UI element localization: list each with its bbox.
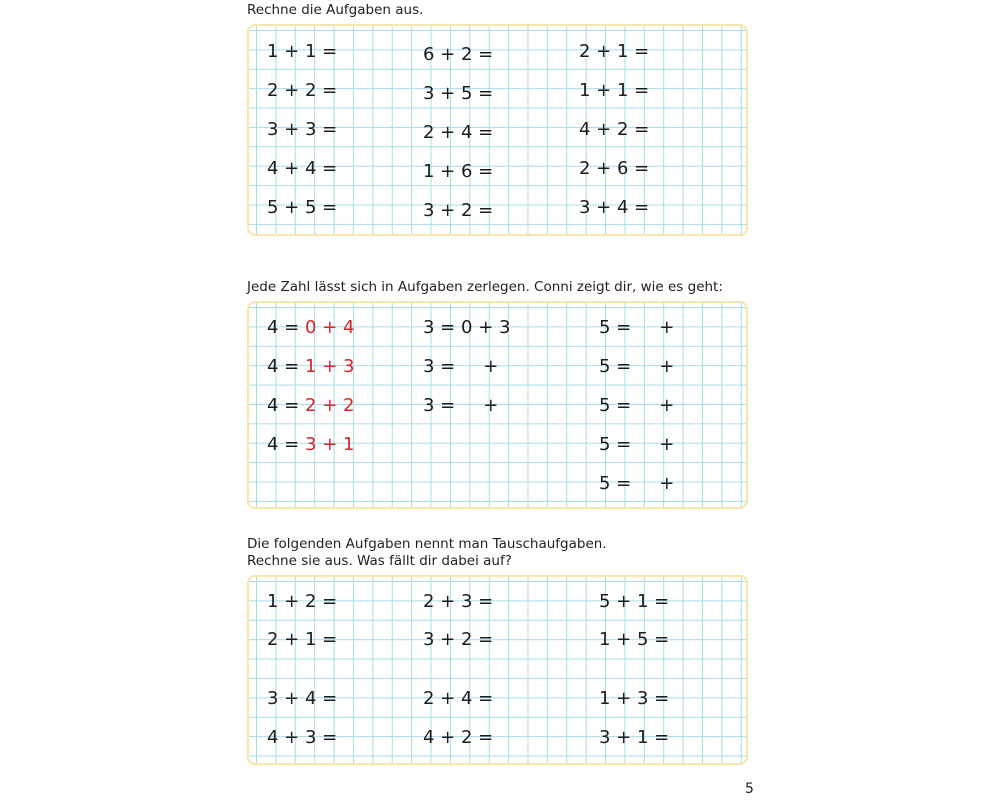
decomposition-task: 5 = + <box>599 434 675 455</box>
exercise-1-task: 2 + 2 = <box>267 80 338 101</box>
swap-task: 4 + 2 = <box>423 727 494 748</box>
exercise-2-grid <box>247 301 748 509</box>
swap-task: 1 + 5 = <box>599 629 670 650</box>
decomposition-task: 3 = + <box>423 356 499 377</box>
swap-task: 2 + 1 = <box>267 629 338 650</box>
decomposition-task: 5 = + <box>599 473 675 494</box>
swap-task: 5 + 1 = <box>599 591 670 612</box>
exercise-3-instruction: Die folgenden Aufgaben nennt man Tauschaufgaben. Rechne sie aus. Was fällt dir dabei auf? <box>247 536 607 569</box>
exercise-1-task: 3 + 4 = <box>579 197 650 218</box>
exercise-1-task: 6 + 2 = <box>423 44 494 65</box>
decomposition-example: 4 = 0 + 4 <box>267 317 355 338</box>
exercise-1-grid <box>247 24 748 236</box>
exercise-1-task: 1 + 6 = <box>423 161 494 182</box>
exercise-2-instruction: Jede Zahl lässt sich in Aufgaben zerlegen. Conni zeigt dir, wie es geht: <box>247 279 723 295</box>
swap-task: 2 + 3 = <box>423 591 494 612</box>
swap-task: 4 + 3 = <box>267 727 338 748</box>
exercise-1-task: 1 + 1 = <box>267 41 338 62</box>
decomposition-example: 4 = 2 + 2 <box>267 395 355 416</box>
exercise-1-instruction: Rechne die Aufgaben aus. <box>247 2 424 18</box>
exercise-1-task: 2 + 1 = <box>579 41 650 62</box>
swap-task: 3 + 1 = <box>599 727 670 748</box>
swap-task: 1 + 2 = <box>267 591 338 612</box>
swap-task: 1 + 3 = <box>599 688 670 709</box>
exercise-1-task: 2 + 6 = <box>579 158 650 179</box>
page-number: 5 <box>745 781 754 797</box>
exercise-3-grid <box>247 575 748 765</box>
decomposition-task: 5 = + <box>599 395 675 416</box>
decomposition-task: 5 = + <box>599 317 675 338</box>
exercise-1-task: 3 + 2 = <box>423 200 494 221</box>
swap-task: 3 + 2 = <box>423 629 494 650</box>
exercise-1-task: 5 + 5 = <box>267 197 338 218</box>
swap-task: 2 + 4 = <box>423 688 494 709</box>
exercise-1-task: 3 + 5 = <box>423 83 494 104</box>
decomposition-example: 4 = 1 + 3 <box>267 356 355 377</box>
decomposition-example: 4 = 3 + 1 <box>267 434 355 455</box>
decomposition-task: 3 = + <box>423 395 499 416</box>
exercise-1-task: 3 + 3 = <box>267 119 338 140</box>
exercise-1-task: 2 + 4 = <box>423 122 494 143</box>
exercise-1-task: 4 + 4 = <box>267 158 338 179</box>
swap-task: 3 + 4 = <box>267 688 338 709</box>
exercise-1-task: 4 + 2 = <box>579 119 650 140</box>
exercise-1-task: 1 + 1 = <box>579 80 650 101</box>
decomposition-task: 5 = + <box>599 356 675 377</box>
decomposition-task: 3 = 0 + 3 <box>423 317 511 338</box>
